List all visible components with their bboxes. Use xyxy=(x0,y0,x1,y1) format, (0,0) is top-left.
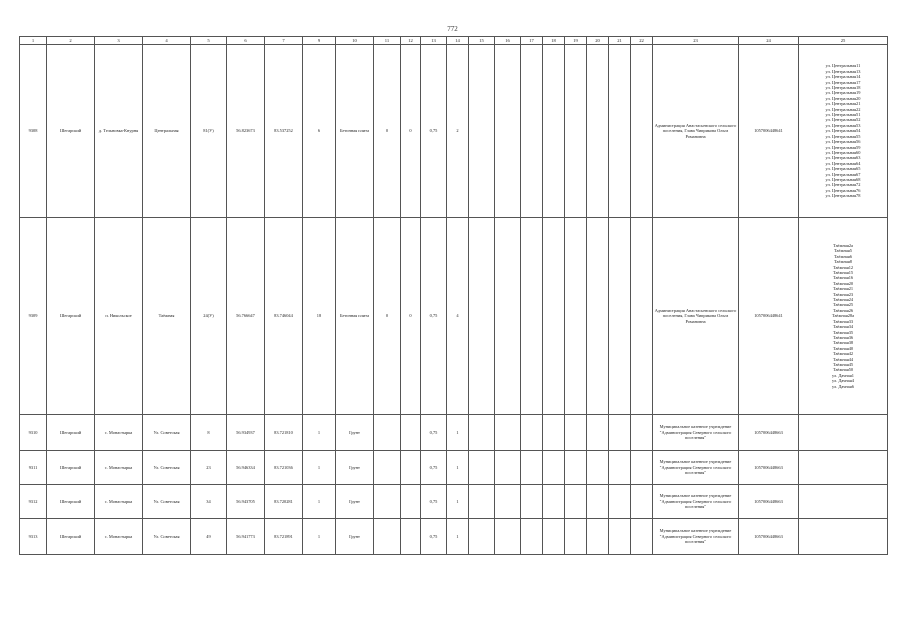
empty-cell xyxy=(565,415,587,451)
col-header: 12 xyxy=(401,37,421,45)
column-13-cell: 0,75 xyxy=(421,45,447,218)
ogrn-cell: 1057006448641 xyxy=(739,45,799,218)
address-line: ул. Центральная21 xyxy=(825,101,861,107)
address-line: ул. Центральная19 xyxy=(825,90,861,96)
area-cell: 6 xyxy=(303,45,336,218)
empty-cell xyxy=(587,415,609,451)
area-cell: 1 xyxy=(303,519,336,555)
empty-cell xyxy=(469,415,495,451)
empty-cell xyxy=(543,415,565,451)
address-line: Таёжная2а xyxy=(833,243,853,249)
table-row xyxy=(20,218,888,415)
empty-cell xyxy=(495,451,521,485)
col-header: 10 xyxy=(336,37,374,45)
empty-cell xyxy=(609,451,631,485)
addresses-cell xyxy=(799,485,888,519)
empty-cell xyxy=(587,485,609,519)
column-12-cell xyxy=(401,519,421,555)
owner-cell: Муниципальное казенное учреждение "Администрация Северного сельского поселения" xyxy=(653,451,739,485)
latitude-cell: 56.934937 xyxy=(227,415,265,451)
district-cell: Шегарский xyxy=(47,485,95,519)
address-line: Таёжная34 xyxy=(832,324,854,330)
column-13-cell: 0,75 xyxy=(421,415,447,451)
col-header: 11 xyxy=(374,37,401,45)
empty-cell xyxy=(565,451,587,485)
col-header: 9 xyxy=(303,37,336,45)
column-11-cell xyxy=(374,485,401,519)
empty-cell xyxy=(565,519,587,555)
address-line: Таёжная6 xyxy=(833,253,853,259)
address-line: ул. Центральная11 xyxy=(825,63,861,69)
settlement-cell: д. Тельновка-Кнурня xyxy=(95,45,143,218)
owner-cell: Муниципальное казенное учреждение "Администрация Северного сельского поселения" xyxy=(653,485,739,519)
col-header: 20 xyxy=(587,37,609,45)
col-header: 21 xyxy=(609,37,631,45)
col-header: 24 xyxy=(739,37,799,45)
street-cell: Ул. Советская xyxy=(143,451,191,485)
address-line: Таёжная40 xyxy=(832,345,854,351)
empty-cell xyxy=(469,519,495,555)
ogrn-cell: 1057006448641 xyxy=(739,218,799,415)
empty-cell xyxy=(609,415,631,451)
address-line: Таёжная25 xyxy=(832,302,854,308)
empty-cell xyxy=(565,218,587,415)
addresses-cell xyxy=(799,45,888,218)
column-12-cell: 0 xyxy=(401,218,421,415)
empty-cell xyxy=(587,45,609,218)
address-line: Таёжная50 xyxy=(832,367,854,373)
street-cell: Ул. Советская xyxy=(143,519,191,555)
address-line: Таёжная8 xyxy=(833,259,853,265)
column-11-cell xyxy=(374,519,401,555)
header-row xyxy=(20,37,888,45)
empty-cell xyxy=(495,415,521,451)
empty-cell xyxy=(565,45,587,218)
empty-cell xyxy=(565,485,587,519)
column-14-cell: 1 xyxy=(447,415,469,451)
address-line: Таёжная20 xyxy=(832,280,854,286)
empty-cell xyxy=(609,485,631,519)
empty-cell xyxy=(521,451,543,485)
house-number-cell: 24(У) xyxy=(191,218,227,415)
district-cell: Шегарский xyxy=(47,415,95,451)
col-header: 19 xyxy=(565,37,587,45)
area-cell: 1 xyxy=(303,485,336,519)
ogrn-cell: 1057006448663 xyxy=(739,485,799,519)
address-line: ул. Дачная1 xyxy=(832,372,854,378)
longitude-cell: 83.721891 xyxy=(265,519,303,555)
row-id-cell: 9311 xyxy=(20,451,47,485)
empty-cell xyxy=(469,218,495,415)
empty-cell xyxy=(495,218,521,415)
col-header: 25 xyxy=(799,37,888,45)
address-line: ул. Дачная4 xyxy=(832,378,854,384)
ogrn-cell: 1057006448663 xyxy=(739,451,799,485)
latitude-cell: 56.941773 xyxy=(227,519,265,555)
address-line: Таёжная33 xyxy=(832,318,854,324)
col-header: 13 xyxy=(421,37,447,45)
address-line: Таёжная44 xyxy=(832,356,854,362)
col-header: 4 xyxy=(143,37,191,45)
address-line: ул. Центральная59 xyxy=(825,144,861,150)
address-line: Таёжная35 xyxy=(832,329,854,335)
column-14-cell: 1 xyxy=(447,451,469,485)
address-line: Таёжная36 xyxy=(832,334,854,340)
empty-cell xyxy=(469,451,495,485)
empty-cell xyxy=(543,451,565,485)
address-line: ул. Центральная51 xyxy=(825,112,861,118)
addresses-cell xyxy=(799,519,888,555)
table-row xyxy=(20,451,888,485)
ogrn-cell: 1057006448663 xyxy=(739,519,799,555)
house-number-cell: 8 xyxy=(191,415,227,451)
street-cell: Ул. Советская xyxy=(143,415,191,451)
column-11-cell: 0 xyxy=(374,45,401,218)
longitude-cell: 83.746044 xyxy=(265,218,303,415)
row-id-cell: 9312 xyxy=(20,485,47,519)
col-header: 3 xyxy=(95,37,143,45)
empty-cell xyxy=(631,218,653,415)
empty-cell xyxy=(521,45,543,218)
empty-cell xyxy=(631,485,653,519)
col-header: 1 xyxy=(20,37,47,45)
longitude-cell: 83.537252 xyxy=(265,45,303,218)
col-header: 22 xyxy=(631,37,653,45)
area-cell: 1 xyxy=(303,451,336,485)
longitude-cell: 83.720281 xyxy=(265,485,303,519)
empty-cell xyxy=(543,519,565,555)
address-line: Таёжная16 xyxy=(832,275,854,281)
empty-cell xyxy=(631,451,653,485)
address-line: ул. Центральная20 xyxy=(825,95,861,101)
latitude-cell: 56.766647 xyxy=(227,218,265,415)
settlement-cell: с. Монастырка xyxy=(95,519,143,555)
row-id-cell: 9310 xyxy=(20,415,47,451)
address-line: ул. Центральная13 xyxy=(825,68,861,74)
settlement-cell: с. Монастырка xyxy=(95,485,143,519)
empty-cell xyxy=(521,519,543,555)
col-header: 6 xyxy=(227,37,265,45)
empty-cell xyxy=(609,218,631,415)
empty-cell xyxy=(609,519,631,555)
surface-cell: Бетонная плита xyxy=(336,45,374,218)
house-number-cell: 34 xyxy=(191,485,227,519)
col-header: 18 xyxy=(543,37,565,45)
column-12-cell xyxy=(401,415,421,451)
address-line: ул. Центральная72 xyxy=(825,182,861,188)
column-12-cell xyxy=(401,485,421,519)
district-cell: Шегарский xyxy=(47,218,95,415)
empty-cell xyxy=(495,485,521,519)
surface-cell: Грунт xyxy=(336,485,374,519)
address-line: Таёжная38 xyxy=(832,340,854,346)
street-cell: Центральная xyxy=(143,45,191,218)
address-line: ул. Центральная67 xyxy=(825,171,861,177)
surface-cell: Грунт xyxy=(336,451,374,485)
empty-cell xyxy=(587,519,609,555)
empty-cell xyxy=(495,45,521,218)
column-11-cell xyxy=(374,415,401,451)
address-line: Таёжная21 xyxy=(832,286,854,292)
col-header: 15 xyxy=(469,37,495,45)
table-row xyxy=(20,485,888,519)
empty-cell xyxy=(495,519,521,555)
address-line: ул. Центральная56 xyxy=(825,139,861,145)
col-header: 7 xyxy=(265,37,303,45)
address-line: Таёжная45 xyxy=(832,361,854,367)
house-number-cell: 23 xyxy=(191,451,227,485)
row-id-cell: 9313 xyxy=(20,519,47,555)
address-line: Таёжная26 xyxy=(832,307,854,313)
table-row xyxy=(20,45,888,218)
column-14-cell: 2 xyxy=(447,45,469,218)
owner-cell: Муниципальное казенное учреждение "Администрация Северного сельского поселения" xyxy=(653,519,739,555)
address-line: ул. Центральная55 xyxy=(825,133,861,139)
empty-cell xyxy=(521,415,543,451)
house-number-cell: 49 xyxy=(191,519,227,555)
row-id-cell: 9309 xyxy=(20,218,47,415)
surface-cell: Бетонная плита xyxy=(336,218,374,415)
settlement-cell: п. Никольское xyxy=(95,218,143,415)
address-line: ул. Центральная52 xyxy=(825,117,861,123)
settlement-cell: с. Монастырка xyxy=(95,451,143,485)
address-line: ул. Центральная78 xyxy=(825,193,861,199)
column-11-cell xyxy=(374,451,401,485)
surface-cell: Грунт xyxy=(336,415,374,451)
col-header: 5 xyxy=(191,37,227,45)
address-line: Таёжная42 xyxy=(832,351,854,357)
column-12-cell: 0 xyxy=(401,45,421,218)
address-line: ул. Центральная17 xyxy=(825,79,861,85)
column-14-cell: 1 xyxy=(447,485,469,519)
address-line: ул. Центральная60 xyxy=(825,149,861,155)
longitude-cell: 83.721036 xyxy=(265,451,303,485)
register-table xyxy=(19,36,888,555)
col-header: 23 xyxy=(653,37,739,45)
empty-cell xyxy=(543,45,565,218)
address-line: ул. Центральная53 xyxy=(825,122,861,128)
house-number-cell: 81(У) xyxy=(191,45,227,218)
col-header: 14 xyxy=(447,37,469,45)
surface-cell: Грунт xyxy=(336,519,374,555)
column-13-cell: 0,75 xyxy=(421,451,447,485)
address-line: Таёжная12 xyxy=(832,264,854,270)
table-row xyxy=(20,519,888,555)
addresses-cell xyxy=(799,218,888,415)
empty-cell xyxy=(469,485,495,519)
empty-cell xyxy=(631,519,653,555)
column-11-cell: 0 xyxy=(374,218,401,415)
empty-cell xyxy=(543,485,565,519)
address-line: ул. Центральная65 xyxy=(825,166,861,172)
empty-cell xyxy=(587,218,609,415)
col-header: 2 xyxy=(47,37,95,45)
col-header: 16 xyxy=(495,37,521,45)
column-13-cell: 0,75 xyxy=(421,519,447,555)
address-line: Таёжная28а xyxy=(831,313,855,319)
address-line: ул. Центральная64 xyxy=(825,160,861,166)
empty-cell xyxy=(609,45,631,218)
empty-cell xyxy=(543,218,565,415)
column-13-cell: 0,75 xyxy=(421,485,447,519)
empty-cell xyxy=(521,485,543,519)
col-header: 17 xyxy=(521,37,543,45)
row-id-cell: 9308 xyxy=(20,45,47,218)
district-cell: Шегарский xyxy=(47,45,95,218)
ogrn-cell: 1057006448663 xyxy=(739,415,799,451)
column-13-cell: 0,75 xyxy=(421,218,447,415)
addresses-cell xyxy=(799,451,888,485)
area-cell: 18 xyxy=(303,218,336,415)
address-line: ул. Центральная68 xyxy=(825,176,861,182)
owner-cell: Администрация Анастасьевского сельского поселения, Глава Чиприкова Ольга Романовна xyxy=(653,218,739,415)
address-line: ул. Центральная18 xyxy=(825,85,861,91)
settlement-cell: с. Монастырка xyxy=(95,415,143,451)
area-cell: 1 xyxy=(303,415,336,451)
district-cell: Шегарский xyxy=(47,519,95,555)
empty-cell xyxy=(587,451,609,485)
empty-cell xyxy=(469,45,495,218)
address-line: ул. Центральная63 xyxy=(825,155,861,161)
owner-cell: Муниципальное казенное учреждение "Администрация Северного сельского поселения" xyxy=(653,415,739,451)
owner-cell: Администрация Анастасьевского сельского поселения, Глава Чиприкова Ольга Романовна xyxy=(653,45,739,218)
address-line: Таёжная23 xyxy=(832,291,854,297)
street-cell: Ул. Советская xyxy=(143,485,191,519)
latitude-cell: 56.943705 xyxy=(227,485,265,519)
addresses-cell xyxy=(799,415,888,451)
address-line: ул. Дачная6 xyxy=(832,383,854,389)
address-line: Таёжная15 xyxy=(832,270,854,276)
latitude-cell: 56.946334 xyxy=(227,451,265,485)
page-number: 772 xyxy=(447,25,458,33)
address-line: ул. Центральная14 xyxy=(825,74,861,80)
column-14-cell: 4 xyxy=(447,218,469,415)
address-line: Таёжная24 xyxy=(832,297,854,303)
longitude-cell: 83.721810 xyxy=(265,415,303,451)
empty-cell xyxy=(631,415,653,451)
address-line: Таёжная5 xyxy=(833,248,853,254)
address-line: ул. Центральная76 xyxy=(825,187,861,193)
table-row xyxy=(20,415,888,451)
street-cell: Таёжная xyxy=(143,218,191,415)
district-cell: Шегарский xyxy=(47,451,95,485)
address-line: ул. Центральная54 xyxy=(825,128,861,134)
column-14-cell: 1 xyxy=(447,519,469,555)
latitude-cell: 56.823673 xyxy=(227,45,265,218)
empty-cell xyxy=(521,218,543,415)
address-line: ул. Центральная22 xyxy=(825,106,861,112)
column-12-cell xyxy=(401,451,421,485)
empty-cell xyxy=(631,45,653,218)
